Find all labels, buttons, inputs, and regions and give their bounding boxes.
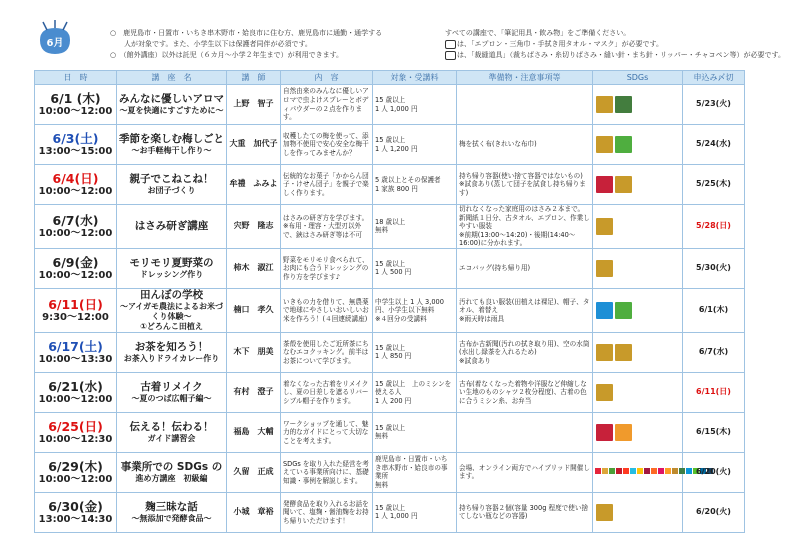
header-deadline: 申込み〆切 [683,71,745,85]
course-sdgs [593,452,683,492]
course-prep: 梅を拭く布(きれいな布巾) [457,125,593,165]
course-subtitle: ガイド講習会 [147,433,196,443]
table-row [35,492,745,532]
sewing-icon [445,51,456,60]
course-instructor: 木下 朋美 [227,332,281,372]
table-row [35,332,745,372]
sdg-goal-icon [623,468,629,474]
cell-course [117,165,227,205]
sdg-goal-icon [596,136,613,153]
course-date: 6/9(金) [52,254,99,270]
course-content: 野菜をモリモリ食べられて、お肉にも合うドレッシングの作り方を学びます♪ [281,248,373,288]
course-time: 10:00～12:00 [38,186,113,197]
sdg-goal-icon [658,468,664,474]
course-subtitle: ～無添加で発酵食品～ [131,513,212,523]
sdg-goal-icon [637,468,643,474]
course-subtitle: ～お手軽梅干し作り～ [131,146,212,155]
sdg-goal-icon [630,468,636,474]
sdg-goal-icon [615,136,632,153]
course-target: 15 歳以上 1 人 1,200 円 [373,125,457,165]
schedule-table [34,70,745,533]
cell-course [117,492,227,532]
sdg-goal-icon [679,468,685,474]
course-instructor: 柿木 淑江 [227,248,281,288]
sdg-goal-icon [596,504,613,521]
course-deadline: 5/30(火) [683,248,745,288]
course-sdgs [593,248,683,288]
course-instructor: 福島 大輔 [227,412,281,452]
sdg-goal-icon [596,424,613,441]
course-target: 15 歳以上 1 人 1,000 円 [373,85,457,125]
cell-datetime [35,372,117,412]
course-sdgs [593,205,683,249]
course-deadline: 6/20(火) [683,492,745,532]
course-title: 事業所での SDGs の [120,460,223,473]
note-line: は、「裁縫道具」（裁ちばさみ・糸切りばさみ・縫い針・まち針・リッパー・チャコペン等）が必要です。 [445,50,745,61]
cell-course [117,248,227,288]
course-target: 18 歳以上 無料 [373,205,457,249]
course-time: 10:00～13:30 [38,353,113,365]
course-deadline: 5/23(火) [683,85,745,125]
note-line: ○ 鹿児島市・日置市・いちき串木野市・姶良市に住む方、鹿児島市に通勤・通学する [110,29,383,37]
course-subtitle: ～夏を快適にすごすために～ [119,106,224,115]
sdg-goal-icon [596,384,613,401]
cell-datetime [35,332,117,372]
table-row [35,412,745,452]
header-sdgs: SDGs [593,71,683,85]
sdg-goal-icon [665,468,671,474]
course-prep: 汚れても良い服装(田植えは裸足)、帽子、タオル、着替え ※雨天時は雨具 [457,288,593,332]
apron-icon [445,40,456,49]
course-date: 6/7(水) [52,212,99,228]
cell-datetime [35,205,117,249]
table-row [35,205,745,249]
course-time: 10:00～12:30 [38,433,113,445]
header-content: 内 容 [281,71,373,85]
course-content: はさみの研ぎ方を学びます。※布用・理容・大型刃以外で、鋏はさみ研ぎ等は不可 [281,205,373,249]
header-datetime: 日 時 [35,71,117,85]
course-sdgs [593,492,683,532]
table-header [35,71,745,85]
sdg-goal-icon [686,468,692,474]
course-date: 6/17(土) [48,338,103,354]
course-subtitle: ～夏のつば広帽子編～ [131,393,212,403]
sdg-goal-icon [615,302,632,319]
notes-left [110,28,410,61]
course-prep: 古布(着なくなった着物や洋服など伸縮しない生地のものシャツ２枚分程度)、古着の色に合うミシン糸、お弁当 [457,372,593,412]
table-row [35,85,745,125]
sdg-goal-icon [672,468,678,474]
course-time: 10:00～12:00 [38,269,113,281]
course-target: 鹿児島市・日置市・いちき串木野市・姶良市の事業所 無料 [373,452,457,492]
course-instructor: 有村 澄子 [227,372,281,412]
course-target: 5 歳以上とその保護者 1 家族 800 円 [373,165,457,205]
course-content: SDGs を取り入れた経営を考えている事業所向けに、基礎知識・事例を解説します。 [281,452,373,492]
course-sdgs [593,412,683,452]
course-prep [457,85,593,125]
course-title: 季節を楽しむ梅しごと [119,133,224,145]
course-sdgs [593,288,683,332]
cell-course [117,332,227,372]
course-sdgs [593,85,683,125]
course-title: みんなに優しいアロマ [119,93,224,105]
course-time: 10:00～12:00 [38,393,113,405]
course-prep: エコバッグ(持ち帰り用) [457,248,593,288]
course-content: 自然由来のみんなに優しいアロマで虫よけスプレーとボディパウダーの２点を作ります。 [281,85,373,125]
table-row [35,125,745,165]
cell-course [117,125,227,165]
cell-course [117,205,227,249]
note-line: ○ （館外講座）以外は託児（６カ月～小学２年生まで）が利用できます。 [110,51,344,59]
course-deadline: 6/11(日) [683,372,745,412]
header-target: 対象・受講料 [373,71,457,85]
course-prep: 切れなくなった家庭用のはさみ２本まで。新聞紙１日分、古タオル、エプロン、作業しやすい服装 ※前期(13:00～14:20)・後期(14:40～16:00)に分かれます。 [457,205,593,249]
sdg-goal-icon [596,96,613,113]
course-title: 田んぼの学校 [140,288,203,301]
cell-course [117,452,227,492]
course-time: 10:00～12:00 [38,227,113,239]
logo-month: 6月 [46,38,64,49]
cell-datetime [35,248,117,288]
course-instructor: 小城 章裕 [227,492,281,532]
header-instructor: 講 師 [227,71,281,85]
cell-course [117,412,227,452]
course-date: 6/1 (木) [50,91,101,106]
header-course: 講 座 名 [117,71,227,85]
course-target: 15 歳以上 上のミシンを使える人 1 人 200 円 [373,372,457,412]
course-content: 伝統的なお菓子「かからん団子・けせん団子」を親子で楽しく作ります。 [281,165,373,205]
sdg-goal-icon [596,344,613,361]
course-instructor: 牟禮 ふみよ [227,165,281,205]
course-date: 6/4(日) [52,171,99,186]
sdg-goal-icon [595,468,601,474]
course-deadline: 6/20(火) [683,452,745,492]
sdg-goal-icon [615,96,632,113]
course-instructor: 久留 正成 [227,452,281,492]
cell-course [117,288,227,332]
cell-datetime [35,165,117,205]
course-deadline: 5/28(日) [683,205,745,249]
note-line: 人が対象です。また、小学生以下は保護者同伴が必須です。 [110,40,312,48]
course-time: 13:00～14:30 [38,513,113,525]
course-deadline: 5/24(水) [683,125,745,165]
course-time: 9:30～12:00 [42,311,109,323]
course-target: 15 歳以上 1 人 850 円 [373,332,457,372]
cell-course [117,85,227,125]
logo [34,18,76,60]
course-prep: 会場、オンライン両方でハイブリッド開催します。 [457,452,593,492]
course-sdgs [593,372,683,412]
course-target: 15 歳以上 1 人 500 円 [373,248,457,288]
course-sdgs [593,165,683,205]
note-line: は、「エプロン・三角巾・手拭き用タオル・マスク」が必要です。 [445,39,745,50]
table-row [35,372,745,412]
sdg-goal-icon [596,176,613,193]
course-time: 10:00～12:00 [38,106,113,117]
course-title: 古着リメイク [140,380,203,393]
course-prep: 持ち帰り容器２個(容量 300g 程度で使い捨てしない瓶などの容器) [457,492,593,532]
course-title: 麹三昧な話 [145,500,198,513]
sdg-goal-icon [609,468,615,474]
course-content: 収穫したての梅を使って、添加物不使用で安心安全な梅干しを作ってみませんか？ [281,125,373,165]
note-line: すべての講座で、「筆記用具・飲み物」をご準備ください。 [445,29,631,37]
course-time: 10:00～12:00 [38,473,113,485]
course-title: 親子でこねこね！ [129,173,214,185]
course-instructor: 大重 加代子 [227,125,281,165]
course-instructor: 上野 智子 [227,85,281,125]
notes-right [445,28,785,61]
cell-datetime [35,85,117,125]
course-instructor: 宍野 隆志 [227,205,281,249]
course-content: 着なくなった古着をリメイクし、夏の日差しを遮るリバーシブル帽子を作ります。 [281,372,373,412]
course-content: 発酵食品を取り入れるお話を聞いて、塩麹・醤油麹をお持ち帰りいただけます！ [281,492,373,532]
table-row [35,165,745,205]
course-title: はさみ研ぎ講座 [134,219,209,232]
course-instructor: 楠口 孝久 [227,288,281,332]
course-title: モリモリ夏野菜の [129,256,214,269]
course-subtitle: ～アイガモ農法によるお米づくり体験～ ①どろんこ田植え [119,301,224,331]
sdg-goal-icon [615,176,632,193]
table-row [35,248,745,288]
sdg-goal-icon [615,344,632,361]
course-title: お茶を知ろう！ [134,340,209,353]
sdg-goal-icon [602,468,608,474]
course-deadline: 6/7(水) [683,332,745,372]
course-content: ワークショップを通して、魅力的なガイドにとって大切なことを考えます。 [281,412,373,452]
sdg-goal-icon [616,468,622,474]
sdg-goal-icon [615,424,632,441]
course-sdgs [593,332,683,372]
course-prep: 古布か古新聞(汚れの拭き取り用)、空の水筒(水出し緑茶を入れるため) ※試食あり [457,332,593,372]
course-date: 6/11(日) [48,296,103,312]
course-subtitle: お茶入りドライカレー作り [123,353,220,363]
sdg-goal-icon [651,468,657,474]
course-title: 伝える！伝わる！ [129,420,214,433]
cell-datetime [35,412,117,452]
course-deadline: 6/1(木) [683,288,745,332]
course-prep: 持ち帰り容器(使い捨て容器ではないもの) ※試食あり(蒸して団子を試食し持ち帰ります) [457,165,593,205]
course-target: 15 歳以上 1 人 1,000 円 [373,492,457,532]
course-date: 6/3(土) [52,131,99,146]
course-prep [457,412,593,452]
table-row [35,452,745,492]
header-prep: 準備物・注意事項等 [457,71,593,85]
course-date: 6/30(金) [48,498,103,514]
cell-datetime [35,125,117,165]
course-target: 15 歳以上 無料 [373,412,457,452]
course-date: 6/25(日) [48,418,103,434]
course-sdgs [593,125,683,165]
cell-datetime [35,288,117,332]
cell-course [117,372,227,412]
course-subtitle: お団子づくり [147,186,196,195]
course-target: 中学生以上 1 人 3,000 円、小学生以下無料 ※４回分の受講料 [373,288,457,332]
table-row [35,288,745,332]
sdg-goal-icon [596,260,613,277]
course-subtitle: ドレッシング作り [139,269,204,279]
sdg-goal-icon [596,218,613,235]
course-subtitle: 進め方講座 初級編 [135,473,208,483]
course-deadline: 6/15(木) [683,412,745,452]
course-deadline: 5/25(木) [683,165,745,205]
course-content: 茶殻を使用したご近所茶にちなむエコクッキング。前半はお茶について学びます。 [281,332,373,372]
course-time: 13:00～15:00 [38,146,113,157]
course-content: いきもの力を借りて、無農薬で地球にやさしいおいしいお米を作ろう！(４回連続講座) [281,288,373,332]
course-date: 6/21(水) [48,378,103,394]
cell-datetime [35,452,117,492]
sdg-goal-icon [596,302,613,319]
course-date: 6/29(木) [48,458,103,474]
cell-datetime [35,492,117,532]
sdg-goal-icon [644,468,650,474]
